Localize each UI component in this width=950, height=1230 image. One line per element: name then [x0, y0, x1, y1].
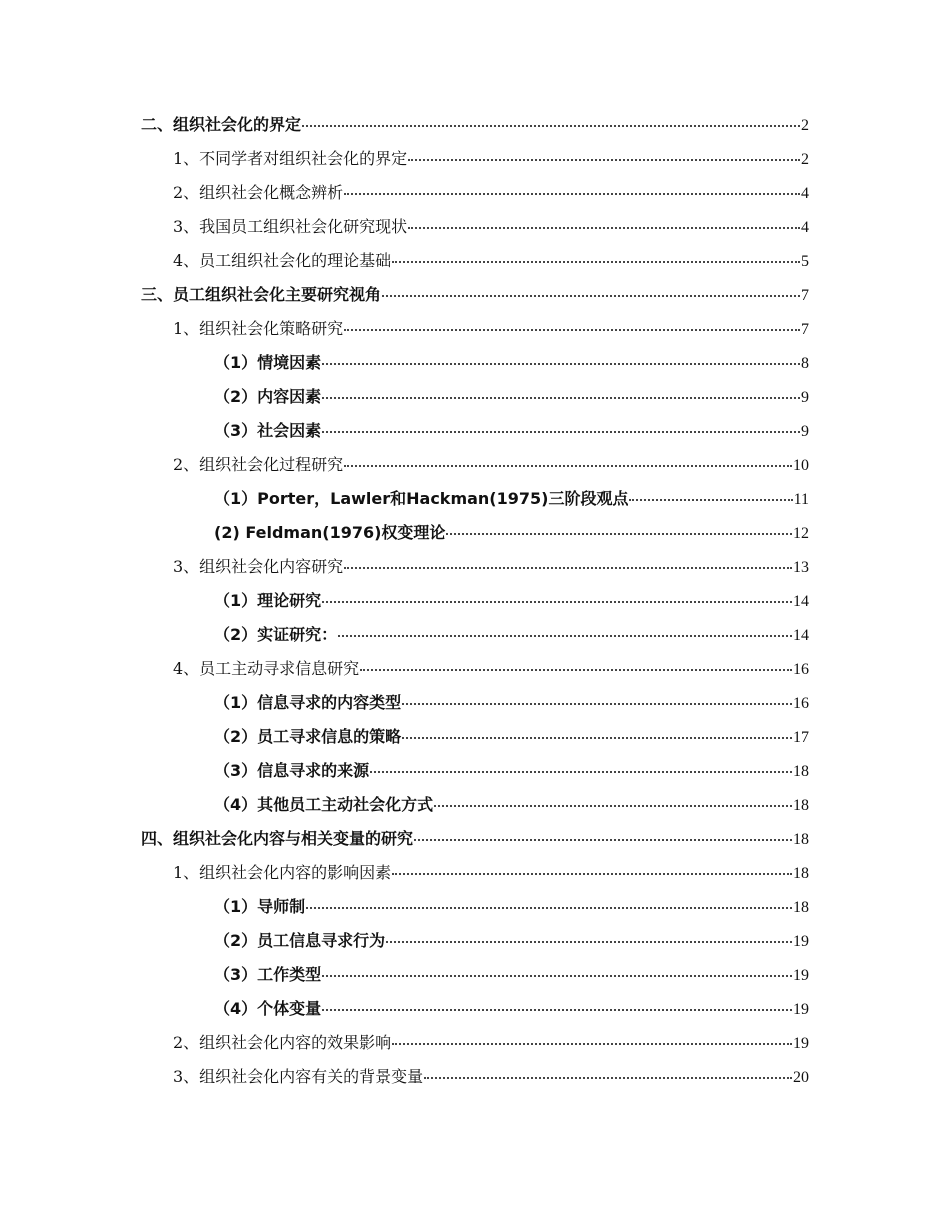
toc-page-number: 7 [801, 287, 809, 304]
toc-page-number: 19 [793, 1001, 809, 1018]
toc-entry-title: 3、组织社会化内容研究 [173, 557, 344, 576]
toc-page-number: 9 [801, 423, 809, 440]
toc-entry[interactable] [0, 278, 950, 312]
toc-entry-title: （3）工作类型 [214, 965, 322, 984]
dot-leader [370, 771, 792, 773]
toc-entry[interactable] [0, 414, 950, 448]
toc-page-number: 17 [793, 729, 809, 746]
dot-leader [322, 363, 800, 365]
toc-entry-title: 四、组织社会化内容与相关变量的研究 [141, 829, 414, 848]
toc-entry[interactable] [0, 754, 950, 788]
toc-entry-title: 1、不同学者对组织社会化的界定 [173, 149, 408, 168]
toc-page-number: 18 [793, 763, 809, 780]
toc-entry-title: （4）个体变量 [214, 999, 322, 1018]
toc-entry-title: 1、组织社会化内容的影响因素 [173, 863, 392, 882]
toc-page-number: 10 [793, 457, 809, 474]
toc-entry[interactable] [0, 346, 950, 380]
dot-leader [392, 1043, 792, 1045]
toc-entry[interactable] [0, 652, 950, 686]
dot-leader [344, 193, 800, 195]
toc-entry-title: （1）情境因素 [214, 353, 322, 372]
toc-page-number: 18 [793, 797, 809, 814]
toc-page-number: 19 [793, 1035, 809, 1052]
dot-leader [392, 873, 792, 875]
toc-entry[interactable] [0, 176, 950, 210]
toc-page-number: 18 [793, 865, 809, 882]
toc-entry[interactable] [0, 550, 950, 584]
toc-page-number: 18 [793, 899, 809, 916]
toc-page-number: 5 [801, 253, 809, 270]
dot-leader [322, 1009, 792, 1011]
toc-page-number: 8 [801, 355, 809, 372]
toc-entry-title: （1）信息寻求的内容类型 [214, 693, 402, 712]
toc-entry-title: （3）信息寻求的来源 [214, 761, 370, 780]
toc-page-number: 4 [801, 219, 809, 236]
dot-leader [386, 941, 792, 943]
dot-leader [344, 465, 792, 467]
toc-entry-title: 二、组织社会化的界定 [141, 115, 302, 134]
dot-leader [434, 805, 792, 807]
toc-entry[interactable] [0, 890, 950, 924]
toc-entry[interactable] [0, 788, 950, 822]
toc-entry[interactable] [0, 516, 950, 550]
dot-leader [344, 567, 792, 569]
toc-entry[interactable] [0, 992, 950, 1026]
toc-page-number: 16 [793, 695, 809, 712]
toc-entry[interactable] [0, 958, 950, 992]
toc-entry[interactable] [0, 210, 950, 244]
toc-entry-title: (2) Feldman(1976)权变理论 [214, 523, 446, 542]
toc-entry-title: 2、组织社会化过程研究 [173, 455, 344, 474]
toc-page-number: 12 [793, 525, 809, 542]
toc-entry[interactable] [0, 142, 950, 176]
dot-leader [338, 635, 792, 637]
toc-entry[interactable] [0, 618, 950, 652]
toc-page-number: 20 [793, 1069, 809, 1086]
toc-entry[interactable] [0, 1026, 950, 1060]
dot-leader [382, 295, 800, 297]
toc-entry-title: 3、我国员工组织社会化研究现状 [173, 217, 408, 236]
dot-leader [424, 1077, 792, 1079]
toc-entry[interactable] [0, 856, 950, 890]
toc-entry[interactable] [0, 312, 950, 346]
dot-leader [322, 431, 800, 433]
dot-leader [344, 329, 800, 331]
toc-page-number: 18 [793, 831, 809, 848]
dot-leader [392, 261, 800, 263]
dot-leader [322, 601, 792, 603]
toc-entry[interactable] [0, 822, 950, 856]
toc-entry-title: （1）理论研究 [214, 591, 322, 610]
dot-leader [322, 397, 800, 399]
toc-entry-title: 2、组织社会化概念辨析 [173, 183, 344, 202]
toc-page-number: 4 [801, 185, 809, 202]
dot-leader [306, 907, 792, 909]
dot-leader [408, 227, 800, 229]
dot-leader [446, 533, 792, 535]
dot-leader [302, 125, 800, 127]
toc-page-number: 19 [793, 933, 809, 950]
toc-entry[interactable] [0, 380, 950, 414]
toc-entry-title: （3）社会因素 [214, 421, 322, 440]
toc-entry-title: （2）员工寻求信息的策略 [214, 727, 402, 746]
toc-entry[interactable] [0, 924, 950, 958]
dot-leader [414, 839, 792, 841]
toc-entry-title: 4、员工组织社会化的理论基础 [173, 251, 392, 270]
toc-entry-title: 三、员工组织社会化主要研究视角 [141, 285, 382, 304]
toc-entry-title: （1）导师制 [214, 897, 306, 916]
dot-leader [360, 669, 792, 671]
toc-entry[interactable] [0, 720, 950, 754]
toc-entry-title: （2）员工信息寻求行为 [214, 931, 386, 950]
dot-leader [402, 703, 792, 705]
toc-entry[interactable] [0, 686, 950, 720]
toc-entry-title: （2）内容因素 [214, 387, 322, 406]
toc-entry-title: （1）Porter，Lawler和Hackman(1975)三阶段观点 [214, 489, 629, 508]
toc-entry[interactable] [0, 244, 950, 278]
dot-leader [322, 975, 792, 977]
toc-entry-title: （4）其他员工主动社会化方式 [214, 795, 434, 814]
toc-page-number: 2 [801, 117, 809, 134]
toc-entry[interactable] [0, 1060, 950, 1094]
toc-entry-title: 1、组织社会化策略研究 [173, 319, 344, 338]
table-of-contents [0, 108, 950, 1094]
dot-leader [402, 737, 792, 739]
dot-leader [629, 499, 792, 501]
dot-leader [408, 159, 800, 161]
toc-page-number: 7 [801, 321, 809, 338]
toc-entry-title: 3、组织社会化内容有关的背景变量 [173, 1067, 424, 1086]
toc-entry-title: 4、员工主动寻求信息研究 [173, 659, 360, 678]
toc-page-number: 9 [801, 389, 809, 406]
toc-entry[interactable] [0, 584, 950, 618]
toc-page-number: 14 [793, 627, 809, 644]
toc-entry[interactable] [0, 482, 950, 516]
toc-entry[interactable] [0, 448, 950, 482]
toc-page-number: 19 [793, 967, 809, 984]
toc-page-number: 13 [793, 559, 809, 576]
toc-entry-title: （2）实证研究： [214, 625, 338, 644]
toc-page-number: 14 [793, 593, 809, 610]
toc-entry[interactable] [0, 108, 950, 142]
toc-entry-title: 2、组织社会化内容的效果影响 [173, 1033, 392, 1052]
toc-page-number: 11 [793, 491, 809, 508]
toc-page-number: 16 [793, 661, 809, 678]
toc-page-number: 2 [801, 151, 809, 168]
